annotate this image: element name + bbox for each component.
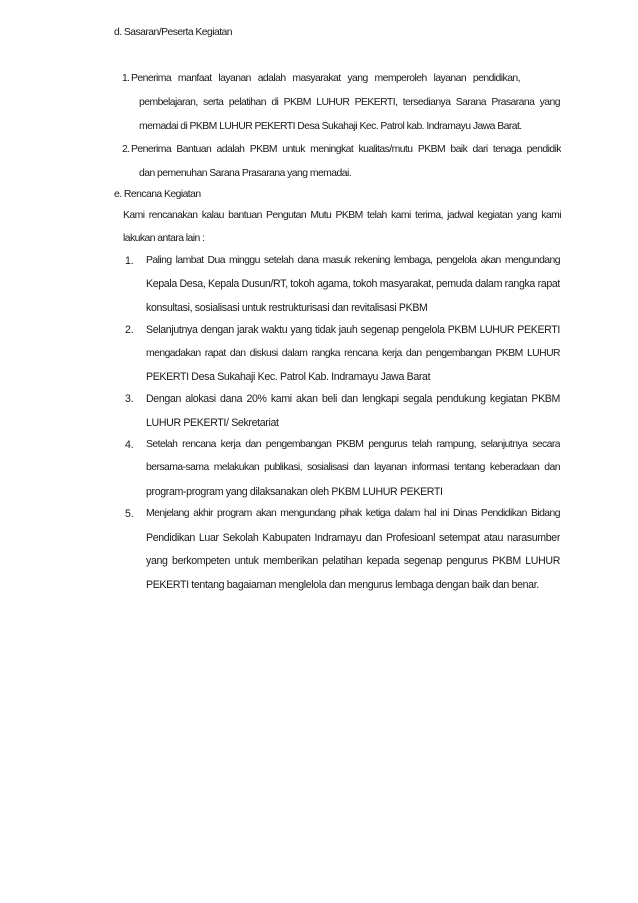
list-item-2-line1: Selanjutnya dengan jarak waktu yang tidak jauh segenap pengelola PKBM LUHUR PEKERTI: [146, 324, 560, 336]
list-item-1-line3: konsultasi, sosialisasi untuk restrukturisasi dan revitalisasi PKBM: [146, 302, 428, 314]
list-item-2-line3: PEKERTI Desa Sukahaji Kec. Patrol Kab. Indramayu Jawa Barat: [146, 371, 431, 383]
section-d-item1-line1: Penerima manfaat layanan adalah masyarakat yang memperoleh layanan pendidikan,: [131, 73, 520, 84]
list-item-5-line2: Pendidikan Luar Sekolah Kabupaten Indramayu dan Profesioanl setempat atau narasumber: [146, 532, 560, 544]
list-item-3-number: 3.: [125, 393, 134, 405]
list-item-5-line4: PEKERTI tentang bagaiaman menglelola dan mengurus lembaga dengan baik dan benar.: [146, 579, 539, 591]
list-item-1-line2: Kepala Desa, Kepala Dusun/RT, tokoh agama, tokoh masyarakat, pemuda dalam rangka rapat: [146, 278, 560, 290]
list-item-1-number: 1.: [125, 255, 134, 267]
list-item-3-line1: Dengan alokasi dana 20% kami akan beli dan lengkapi segala pendukung kegiatan PKBM: [146, 393, 560, 405]
list-item-4-line2: bersama-sama melakukan publikasi, sosialisasi dan layanan informasi tentang keberadaan dan: [146, 462, 560, 473]
list-item-2-number: 2.: [125, 324, 134, 336]
list-item-4-line1: Setelah rencana kerja dan pengembangan PKBM pengurus telah rampung, selanjutnya secara: [146, 439, 560, 450]
section-d-item1-line2: pembelajaran, serta pelatihan di PKBM LUHUR PEKERTI, tersedianya Sarana Prasarana yang: [139, 97, 560, 108]
list-item-4-line3: program-program yang dilaksanakan oleh PKBM LUHUR PEKERTI: [146, 486, 443, 498]
list-item-5-line1: Menjelang akhir program akan mengundang pihak ketiga dalam hal ini Dinas Pendidikan Bidang: [146, 508, 560, 519]
list-item-5-number: 5.: [125, 508, 134, 520]
list-item-4-number: 4.: [125, 439, 134, 451]
section-d-item2-number: 2.: [122, 144, 130, 155]
section-d-item2-line2: dan pemenuhan Sarana Prasarana yang memadai.: [139, 168, 352, 179]
section-e-intro-line2: lakukan antara lain :: [123, 233, 205, 244]
section-d-item2-line1: Penerima Bantuan adalah PKBM untuk meningkat kualitas/mutu PKBM baik dari tenaga pendidik: [131, 144, 561, 155]
list-item-3-line2: LUHUR PEKERTI/ Sekretariat: [146, 417, 279, 429]
list-item-5-line3: yang berkompeten untuk memberikan pelatihan kepada segenap pengurus PKBM LUHUR: [146, 555, 560, 567]
section-e-heading: e. Rencana Kegiatan: [114, 189, 201, 200]
section-d-heading: d. Sasaran/Peserta Kegiatan: [114, 27, 233, 38]
section-e-intro-line1: Kami rencanakan kalau bantuan Pengutan Mutu PKBM telah kami terima, jadwal kegiatan yang kami: [123, 210, 561, 221]
section-d-item1-number: 1.: [122, 73, 130, 84]
list-item-2-line2: mengadakan rapat dan diskusi dalam rangka rencana kerja dan pengembangan PKBM LUHUR: [146, 348, 560, 359]
list-item-1-line1: Paling lambat Dua minggu setelah dana masuk rekening lembaga, pengelola akan mengundang: [146, 255, 560, 266]
section-d-item1-line3: memadai di PKBM LUHUR PEKERTI Desa Sukahaji Kec. Patrol kab. Indramayu Jawa Barat.: [139, 121, 522, 132]
